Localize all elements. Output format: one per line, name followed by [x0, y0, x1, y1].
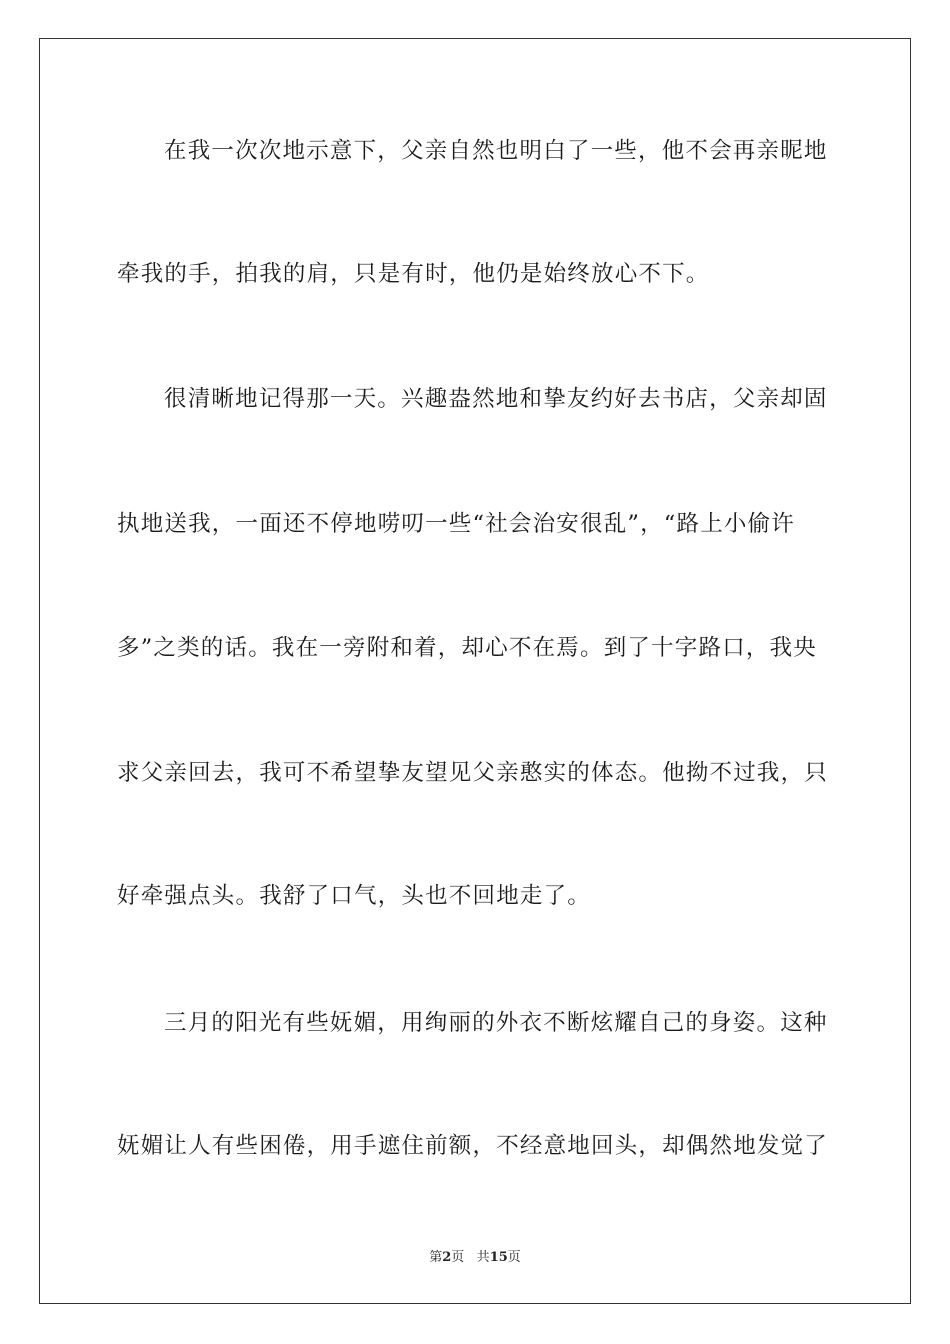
- page-suffix: 页: [451, 1250, 465, 1265]
- total-prefix: 共: [476, 1250, 490, 1265]
- paragraph-line: 多”之类的话。我在一旁附和着，却心不在焉。到了十字路口，我央: [117, 635, 818, 661]
- page-footer: [0, 1246, 950, 1265]
- paragraph-line: 牵我的手，拍我的肩，只是有时，他仍是始终放心不下。: [117, 261, 710, 287]
- paragraph-line: 很清晰地记得那一天。兴趣盎然地和挚友约好去书店，父亲却固: [164, 386, 828, 412]
- paragraph-line: 好牵强点头。我舒了口气，头也不回地走了。: [117, 883, 592, 909]
- paragraph-line: 执地送我，一面还不停地唠叨一些“社会治安很乱”，“路上小偷许: [117, 511, 796, 537]
- page-border: [39, 38, 911, 1304]
- page-number: 2: [442, 1250, 452, 1265]
- total-suffix: 页: [507, 1250, 521, 1265]
- paragraph-line: 在我一次次地示意下，父亲自然也明白了一些，他不会再亲昵地: [164, 138, 828, 164]
- paragraph-line: 三月的阳光有些妩媚，用绚丽的外衣不断炫耀自己的身姿。这种: [164, 1010, 828, 1036]
- page-prefix: 第: [429, 1250, 443, 1265]
- total-pages: 15: [489, 1250, 508, 1265]
- paragraph-line: 妩媚让人有些困倦，用手遮住前额，不经意地回头，却偶然地发觉了: [117, 1133, 829, 1159]
- paragraph-line: 求父亲回去，我可不希望挚友望见父亲憨实的体态。他拗不过我，只: [117, 760, 829, 786]
